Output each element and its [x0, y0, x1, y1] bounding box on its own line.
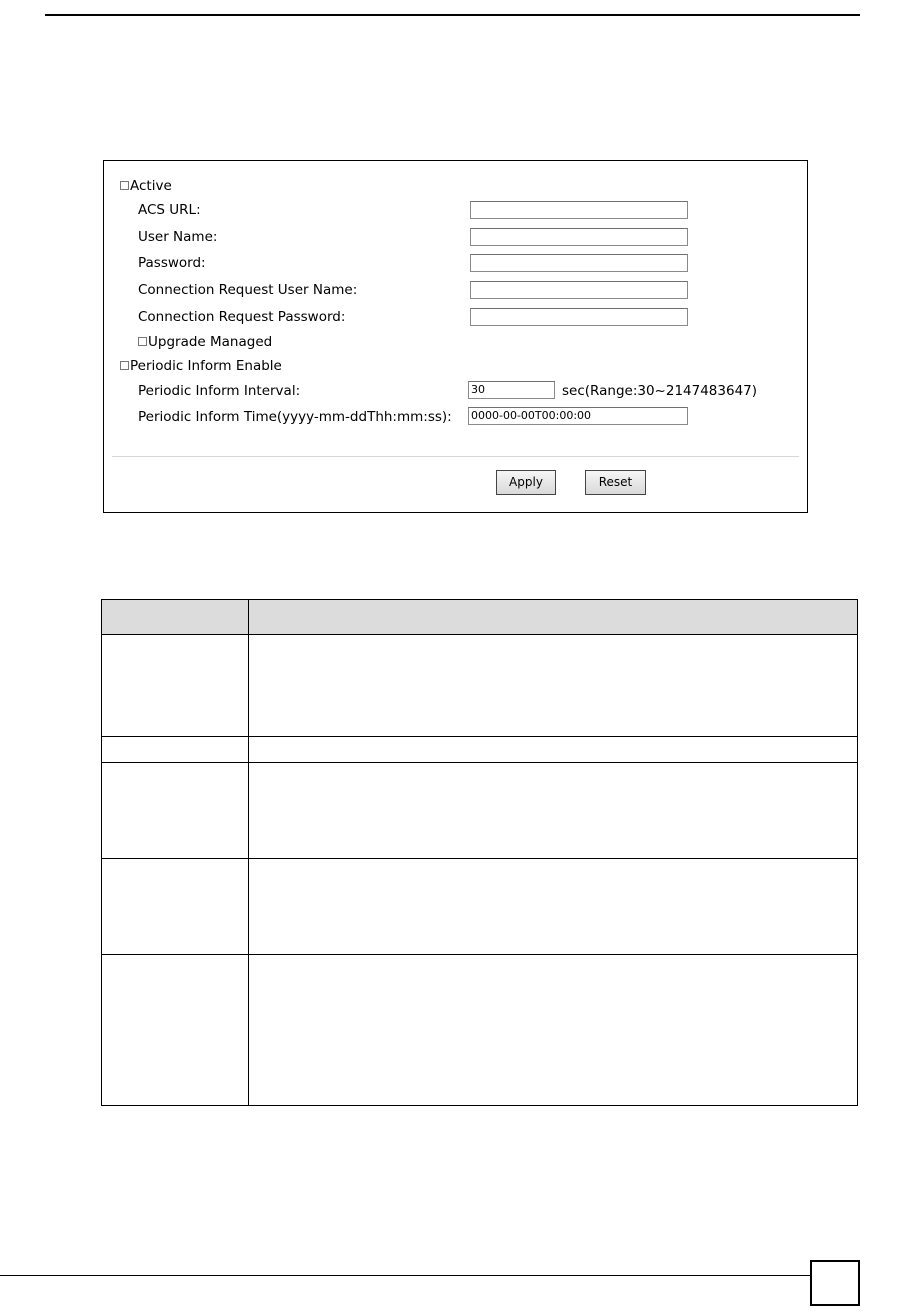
periodic-inform-enable-checkbox[interactable]	[120, 361, 129, 370]
user-name-label: User Name:	[138, 229, 218, 245]
page-number-box	[810, 1260, 860, 1306]
user-name-input[interactable]	[470, 228, 688, 246]
active-row	[120, 177, 172, 195]
upgrade-managed-label: Upgrade Managed	[148, 334, 273, 350]
table-row-divider	[102, 762, 857, 763]
password-label: Password:	[138, 255, 206, 271]
table-row-divider	[102, 736, 857, 737]
footer-rule	[0, 1275, 810, 1276]
apply-button[interactable]: Apply	[496, 470, 556, 495]
periodic-inform-interval-label: Periodic Inform Interval:	[138, 383, 301, 399]
connection-request-password-label: Connection Request Password:	[138, 309, 346, 325]
connection-request-user-name-input[interactable]	[470, 281, 688, 299]
acs-url-label: ACS URL:	[138, 202, 201, 218]
connection-request-password-input[interactable]	[470, 308, 688, 326]
periodic-inform-interval-input[interactable]: 30	[468, 381, 555, 399]
header-rule	[45, 14, 860, 16]
periodic-inform-enable-row	[120, 357, 282, 375]
active-label: Active	[130, 178, 172, 194]
periodic-inform-time-label: Periodic Inform Time(yyyy-mm-ddThh:mm:ss):	[138, 409, 452, 425]
table-row-divider	[102, 954, 857, 955]
field-description-table	[101, 599, 858, 1106]
table-header-row	[102, 600, 857, 635]
connection-request-user-name-label: Connection Request User Name:	[138, 282, 358, 298]
password-input[interactable]	[470, 254, 688, 272]
table-row-divider	[102, 858, 857, 859]
tr069-settings-panel	[103, 160, 808, 513]
upgrade-managed-row	[138, 333, 272, 351]
table-column-divider	[248, 600, 249, 1105]
reset-button[interactable]: Reset	[585, 470, 646, 495]
form-divider	[112, 456, 799, 457]
periodic-inform-time-input[interactable]: 0000-00-00T00:00:00	[468, 407, 688, 425]
periodic-inform-enable-label: Periodic Inform Enable	[130, 358, 282, 374]
acs-url-input[interactable]	[470, 201, 688, 219]
periodic-inform-interval-range: sec(Range:30~2147483647)	[562, 383, 758, 399]
active-checkbox[interactable]	[120, 181, 129, 190]
upgrade-managed-checkbox[interactable]	[138, 337, 147, 346]
